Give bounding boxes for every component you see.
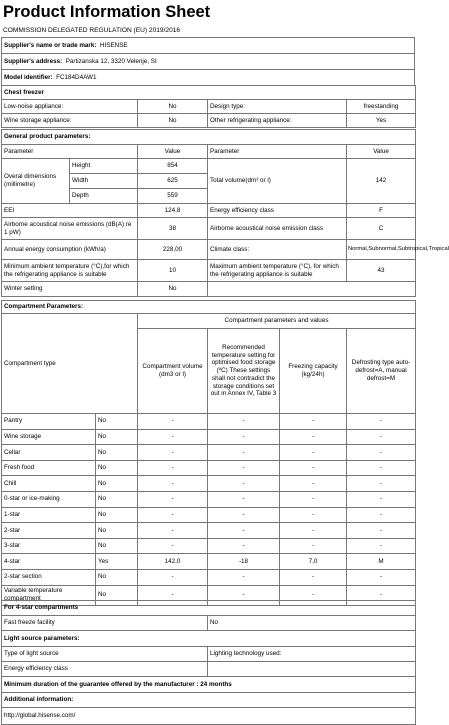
general-heading: General product parameters:	[2, 130, 416, 145]
compartment-present-cell: No	[96, 491, 138, 507]
compartment-defrost-cell: -	[347, 491, 416, 507]
page-title: Product Information Sheet	[3, 3, 211, 21]
climate-value: Normal,Subnormal,Subtropical,Tropical	[347, 240, 416, 260]
compartment-temp-cell: -	[208, 538, 280, 554]
compartment-row	[2, 569, 416, 585]
compartment-defrost-cell: -	[347, 460, 416, 476]
compartment-present-cell: No	[96, 460, 138, 476]
compartment-row	[2, 491, 416, 507]
winter-label: Winter setting	[2, 282, 138, 297]
low-noise-value: No	[138, 100, 208, 114]
max-temp-value: 43	[347, 260, 416, 282]
width-value: 625	[138, 174, 208, 189]
compartment-defrost-cell: -	[347, 429, 416, 445]
supplier-address-row: Supplier's address: Partizanska 12, 3320 Velenje, SI	[2, 54, 415, 70]
four-star-heading: For 4-star compartments	[2, 601, 416, 616]
wine-storage-label: Wine storage appliance:	[2, 114, 138, 128]
compartment-volume-cell: -	[138, 460, 208, 476]
compartment-defrost-cell: -	[347, 538, 416, 554]
compartment-present-cell: No	[96, 523, 138, 539]
eei-label: EEI	[2, 204, 138, 218]
depth-value: 559	[138, 189, 208, 204]
compartment-freezing-cell: -	[280, 460, 347, 476]
climate-label: Climate class:	[208, 240, 347, 260]
compartment-temp-cell: -	[208, 523, 280, 539]
compartment-name-cell: 2-star	[2, 523, 96, 539]
compartment-defrost-cell: -	[347, 476, 416, 492]
compartment-freezing-cell: -	[280, 445, 347, 461]
width-label: Width	[70, 174, 138, 189]
depth-label: Depth	[70, 189, 138, 204]
compartment-temp-cell: -	[208, 491, 280, 507]
compartment-temp-cell: -	[208, 460, 280, 476]
footer-table	[1, 600, 416, 725]
compartment-volume-cell: -	[138, 507, 208, 523]
compartment-row	[2, 538, 416, 554]
compartment-group-header: Compartment parameters and values	[138, 314, 416, 329]
compartment-volume-cell: 142,0	[138, 554, 208, 570]
compartment-row	[2, 429, 416, 445]
compartment-temp-cell: -	[208, 414, 280, 430]
compartment-volume-cell: -	[138, 491, 208, 507]
compartment-volume-cell: -	[138, 445, 208, 461]
compartment-temp-cell: -	[208, 429, 280, 445]
light-eff-empty	[208, 662, 416, 677]
col-volume-header: Compartment volume (dm3 or l)	[138, 329, 208, 414]
winter-empty	[208, 282, 416, 297]
compartment-defrost-cell: -	[347, 569, 416, 585]
supplier-table	[1, 37, 415, 86]
compartment-present-cell: No	[96, 445, 138, 461]
design-type-value: freestanding	[347, 100, 416, 114]
compartment-freezing-cell: -	[280, 523, 347, 539]
light-heading: Light source parameters:	[2, 631, 416, 647]
fast-freeze-value: No	[208, 616, 416, 631]
supplier-name-row: Supplier's name or trade mark: HISENSE	[2, 38, 415, 54]
light-type-label: Type of light source	[2, 647, 208, 662]
compartment-type-header: Compartment type	[2, 314, 138, 414]
compartment-defrost-cell: -	[347, 585, 416, 605]
compartment-present-cell: No	[96, 585, 138, 605]
compartment-freezing-cell: -	[280, 538, 347, 554]
compartment-name-cell: 3-star	[2, 538, 96, 554]
compartment-defrost-cell: -	[347, 414, 416, 430]
noise-label: Airborne acoustical noise emissions (dB(A) re 1 pW)	[2, 218, 138, 240]
col-defrost-header: Defrosting type auto-defrost=A, manual defrost=M	[347, 329, 416, 414]
compartment-temp-cell: -	[208, 569, 280, 585]
compartment-volume-cell: -	[138, 429, 208, 445]
regulation-text: COMMISSION DELEGATED REGULATION (EU) 2019/2016	[3, 27, 181, 34]
compartment-rows	[2, 414, 416, 606]
compartment-temp-cell: -	[208, 507, 280, 523]
compartment-name-cell: 1-star	[2, 507, 96, 523]
general-parameters-table	[1, 129, 449, 297]
compartment-row	[2, 507, 416, 523]
compartment-name-cell: 2-star section	[2, 569, 96, 585]
fast-freeze-label: Fast freeze facility	[2, 616, 208, 631]
energy-label: Annual energy consumption (kWh/a)	[2, 240, 138, 260]
chest-freezer-heading: Chest freezer	[2, 86, 416, 100]
compartment-name-cell: Variable temperature compartment	[2, 585, 96, 605]
other-refrig-value: Yes	[347, 114, 416, 128]
compartment-freezing-cell: -	[280, 429, 347, 445]
compartment-temp-cell: -	[208, 476, 280, 492]
light-eff-label: Energy efficiency class	[2, 662, 208, 677]
compartment-volume-cell: -	[138, 569, 208, 585]
compartment-name-cell: 4-star	[2, 554, 96, 570]
compartment-name-cell: Wine storage	[2, 429, 96, 445]
compartment-freezing-cell: -	[280, 585, 347, 605]
compartment-defrost-cell: -	[347, 445, 416, 461]
compartment-name-cell: Chill	[2, 476, 96, 492]
compartment-row	[2, 414, 416, 430]
compartment-present-cell: No	[96, 414, 138, 430]
compartment-freezing-cell: -	[280, 491, 347, 507]
compartment-defrost-cell: -	[347, 507, 416, 523]
col-value-header-2: Value	[347, 145, 416, 159]
light-tech-label: Lighting technology used:	[208, 647, 416, 662]
additional-heading: Additional information:	[2, 693, 416, 708]
compartment-present-cell: No	[96, 538, 138, 554]
noise-value: 38	[138, 218, 208, 240]
compartment-defrost-cell: -	[347, 523, 416, 539]
model-identifier-row: Model identifier: FC184D4AW1	[2, 70, 415, 86]
compartment-volume-cell: -	[138, 414, 208, 430]
compartment-row	[2, 523, 416, 539]
compartment-volume-cell: -	[138, 476, 208, 492]
compartment-present-cell: No	[96, 476, 138, 492]
compartment-volume-cell: -	[138, 538, 208, 554]
design-type-label: Design type:	[208, 100, 347, 114]
compartment-temp-cell: -	[208, 445, 280, 461]
compartment-temp-cell: -18	[208, 554, 280, 570]
compartment-freezing-cell: -	[280, 569, 347, 585]
compartment-row	[2, 445, 416, 461]
height-label: Height	[70, 159, 138, 174]
noise-class-label: Airborne acoustical noise emission class	[208, 218, 347, 240]
compartment-freezing-cell: -	[280, 414, 347, 430]
guarantee-text: Minimum duration of the guarantee offered by the manufacturer : 24 months	[2, 677, 416, 693]
chest-freezer-table	[1, 85, 416, 128]
compartment-heading: Compartment Parameters:	[2, 301, 416, 314]
min-temp-value: 10	[138, 260, 208, 282]
compartment-name-cell: 0-star or ice-making	[2, 491, 96, 507]
compartment-row	[2, 460, 416, 476]
compartment-row	[2, 476, 416, 492]
eff-class-value: F	[347, 204, 416, 218]
total-volume-value: 142	[347, 159, 416, 204]
compartment-volume-cell: -	[138, 585, 208, 605]
compartment-name-cell: Fresh food	[2, 460, 96, 476]
compartment-freezing-cell: 7,0	[280, 554, 347, 570]
compartment-present-cell: No	[96, 429, 138, 445]
max-temp-label: Maximum ambient temperature (°C), for which the refrigerating appliance is suitable	[208, 260, 347, 282]
compartment-present-cell: No	[96, 507, 138, 523]
noise-class-value: C	[347, 218, 416, 240]
dimensions-label: Overal dimensions (millimetre)	[2, 159, 70, 204]
compartment-temp-cell: -	[208, 585, 280, 605]
col-parameter-header: Parameter	[2, 145, 138, 159]
compartment-defrost-cell: M	[347, 554, 416, 570]
compartment-volume-cell: -	[138, 523, 208, 539]
col-temp-header: Recommended temperature setting for optimised food storage (ºC) These settings shall not contradict the storage conditions set out in Annex IV, Table 3	[208, 329, 280, 414]
compartment-present-cell: No	[96, 569, 138, 585]
compartment-table	[1, 300, 416, 606]
height-value: 854	[138, 159, 208, 174]
wine-storage-value: No	[138, 114, 208, 128]
min-temp-label: Minimum ambient temperature (°C),for which the refrigerating appliance is suitable	[2, 260, 138, 282]
col-value-header: Value	[138, 145, 208, 159]
compartment-freezing-cell: -	[280, 476, 347, 492]
col-parameter-header-2: Parameter	[208, 145, 347, 159]
additional-link[interactable]: http://global.hisense.com/	[2, 708, 416, 725]
compartment-present-cell: Yes	[96, 554, 138, 570]
energy-value: 228,00	[138, 240, 208, 260]
compartment-freezing-cell: -	[280, 507, 347, 523]
col-freezing-header: Freezing capacity (kg/24h)	[280, 329, 347, 414]
eff-class-label: Energy efficiency class	[208, 204, 347, 218]
low-noise-label: Low-noise appliance:	[2, 100, 138, 114]
compartment-row	[2, 554, 416, 570]
other-refrig-label: Other refrigerating appliance:	[208, 114, 347, 128]
total-volume-label: Total volume(dm³ or l)	[208, 159, 347, 204]
eei-value: 124,8	[138, 204, 208, 218]
compartment-name-cell: Pantry	[2, 414, 96, 430]
compartment-name-cell: Cellar	[2, 445, 96, 461]
winter-value: No	[138, 282, 208, 297]
